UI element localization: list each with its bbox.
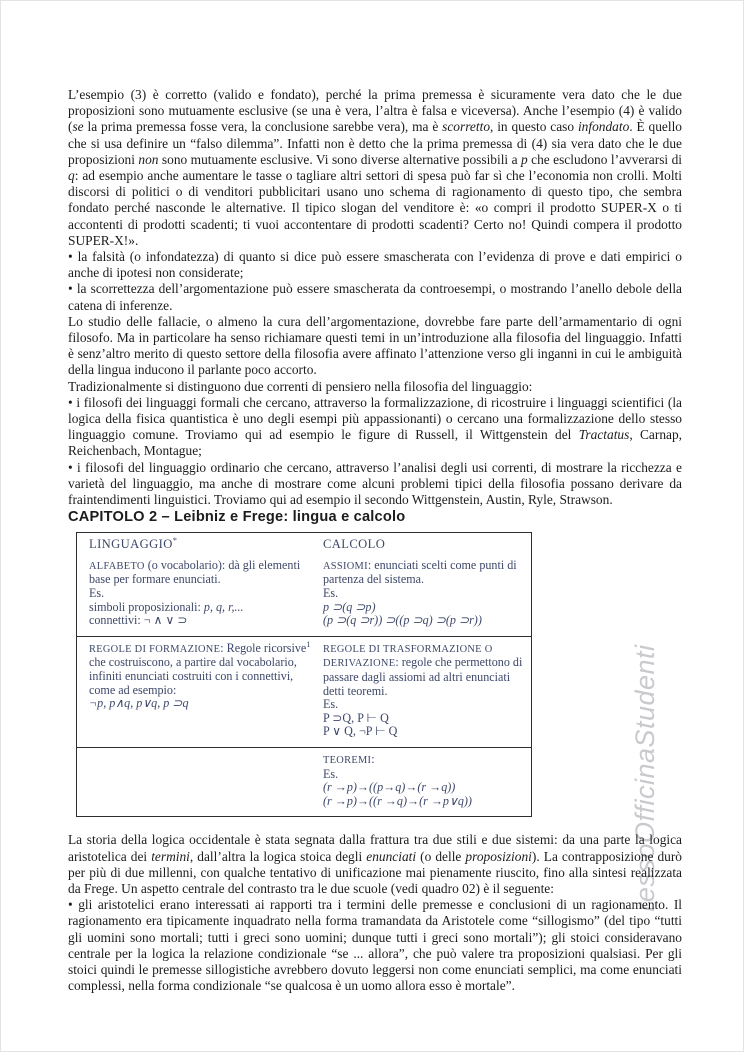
table-row: [77, 554, 531, 636]
bullet-paragraph: • i filosofi del linguaggio ordinario che cercano, attraverso l’analisi degli usi correnti, di mostrare la ricchezza e varietà del linguaggio, ma anche di mostrare come alcuni problemi tipici della filosofia possano derivare da fraintendimenti linguistici. Troviamo qui ad esempio il secondo Wittgenstein, Austin, Ryle, Strawson.: [68, 459, 682, 508]
page-body: [68, 87, 682, 994]
chapter-heading: CAPITOLO 2 – Leibniz e Frege: lingua e calcolo: [68, 509, 406, 526]
watermark-text: ressoOfficinaStudenti: [630, 644, 660, 912]
bullet-paragraph: • i filosofi dei linguaggi formali che cercano, attraverso la formalizzazione, di ricostruire i linguaggi scientifici (la logica della fisica quantistica è uno degli esempi più appassionanti) o cercano una formalizzazione dello stesso linguaggio comune. Troviamo qui ad esempio le figure di Russell, il Wittgenstein del Tractatus, Carnap, Reichenbach, Montague;: [68, 394, 682, 459]
paragraph: La storia della logica occidentale è stata segnata dalla frattura tra due stili e due sistemi: da una parte la logica aristotelica dei termini, dall’altra la logica stoica degli enunciati (o delle proposizioni). La contrapposizione durò per più di due millenni, con qualche tentativo di unificazione mai pienamente riuscito, fino alla sintesi realizzata da Frege. Un aspetto centrale del contrasto tra le due scuole (vedi quadro 02) è il seguente:: [68, 832, 682, 896]
table-cell-teoremi: TEOREMI: Es. (r →p)→((p→q)→(r →q)) (r →p)→((r →q)→(r →p∨q)): [323, 752, 472, 808]
bullet-paragraph: • la falsità (o infondatezza) di quanto si dice può essere smascherata con l’evidenza di prove e dati empirici o anche di ipotesi non considerate;: [68, 249, 682, 281]
table-header-row: [77, 533, 531, 554]
table-cell-alfabeto: ALFABETO (o vocabolario): dà gli elementi base per formare enunciati. Es. simboli proposizionali: p, q, r,... connettivi: ¬ ∧ ∨ ⊃: [89, 557, 301, 628]
table-cell-empty: [89, 753, 311, 808]
table-row: [77, 636, 531, 747]
table-cell-assiomi: ASSIOMI: enunciati scelti come punti di partenza del sistema. Es. p ⊃(q ⊃p) (p ⊃(q ⊃r)) ⊃((p ⊃q) ⊃(p ⊃r)): [323, 557, 517, 628]
table-header-linguaggio: LINGUAGGIO*: [89, 535, 178, 552]
paragraph: L’esempio (3) è corretto (valido e fondato), perché la prima premessa è sicuramente vera dato che le due proposizioni sono mutuamente esclusive (se una è vera, l’altra è falsa e viceversa). Anche l’esempio (4) è valido (se la prima premessa fosse vera, la conclusione sarebbe vera), ma è scorretto, in questo caso infondato. È quello che si usa definire un “falso dilemma”. Infatti non è detto che la prima premessa di (4) sia vera dato che le due proposizioni non sono mutuamente esclusive. Vi sono diverse alternative possibili a p che escludono l’avverarsi di q: ad esempio anche aumentare le tasse o tagliare altri settori di spesa può far sì che l’economia non crolli. Molti discorsi di politici o di venditori pubblicitari usano uno schema di ragionamento di questo tipo, che sembra fondato perché nasconde le alternative. Il tipico slogan del venditore è: «o compri il prodotto SUPER-X o ti accontenti di prodotti scadenti; ti vuoi accontentare di prodotti scadenti? Certo no! Quindi compera il prodotto SUPER-X!».: [68, 87, 683, 248]
paragraph: Lo studio delle fallacie, o almeno la cura dell’argomentazione, dovrebbe fare parte dell’armamentario di ogni filosofo. Ma in particolare ha senso richiamare questi temi in un’introduzione alla filosofia del linguaggio. Infatti è senz’altro merito di questo settore della filosofia avere affinato l’attenzione verso gli inganni in cui le ambiguità della lingua inducono il parlante poco accorto.: [68, 313, 682, 378]
table-header-calcolo: CALCOLO: [323, 537, 386, 552]
table-row: [77, 747, 531, 816]
logic-comparison-table: [76, 532, 532, 817]
table-cell-regole-formazione: REGOLE DI FORMAZIONE: Regole ricorsive$^1$ che costruiscono, a partire dal vocabolario, infiniti enunciati costruiti con i connettivi, come ad esempio: ¬p, p∧q, p∨q, p ⊃q: [89, 638, 311, 711]
paragraph: Tradizionalmente si distinguono due correnti di pensiero nella filosofia del linguaggio:: [68, 378, 533, 394]
footnote-marker: *: [172, 535, 178, 546]
bullet-paragraph: • gli aristotelici erano interessati ai rapporti tra i termini delle premesse e conclusioni di un ragionamento. Il ragionamento era tipicamente inquadrato nella forma tramandata da Aristotele come “sillogismo” (del tipo “tutti gli uomini sono mortali; tutti i greci sono uomini; dunque tutti i greci sono mortali”); gli stoici consideravano centrale per la logica la relazione condizionale “se ... allora”, che può valere tra proposizioni qualsiasi. Per gli stoici quindi le premesse sillogistiche avrebbero dovuto leggersi non come enunciati semplici, ma come enunciati complessi, nella forma condizionale “se qualcosa è un uomo allora esso è mortale”.: [68, 897, 682, 994]
bullet-paragraph: • la scorrettezza dell’argomentazione può essere smascherata da controesempi, o mostrando l’anello debole della catena di inferenze.: [68, 281, 682, 313]
table-cell-regole-trasformazione: REGOLE DI TRASFORMAZIONE O DERIVAZIONE: regole che permettono di passare dagli assiomi ad altri enunciati detti teoremi. Es. P ⊃Q, P ⊢ Q P ∨ Q, ¬P ⊢ Q: [323, 643, 523, 739]
